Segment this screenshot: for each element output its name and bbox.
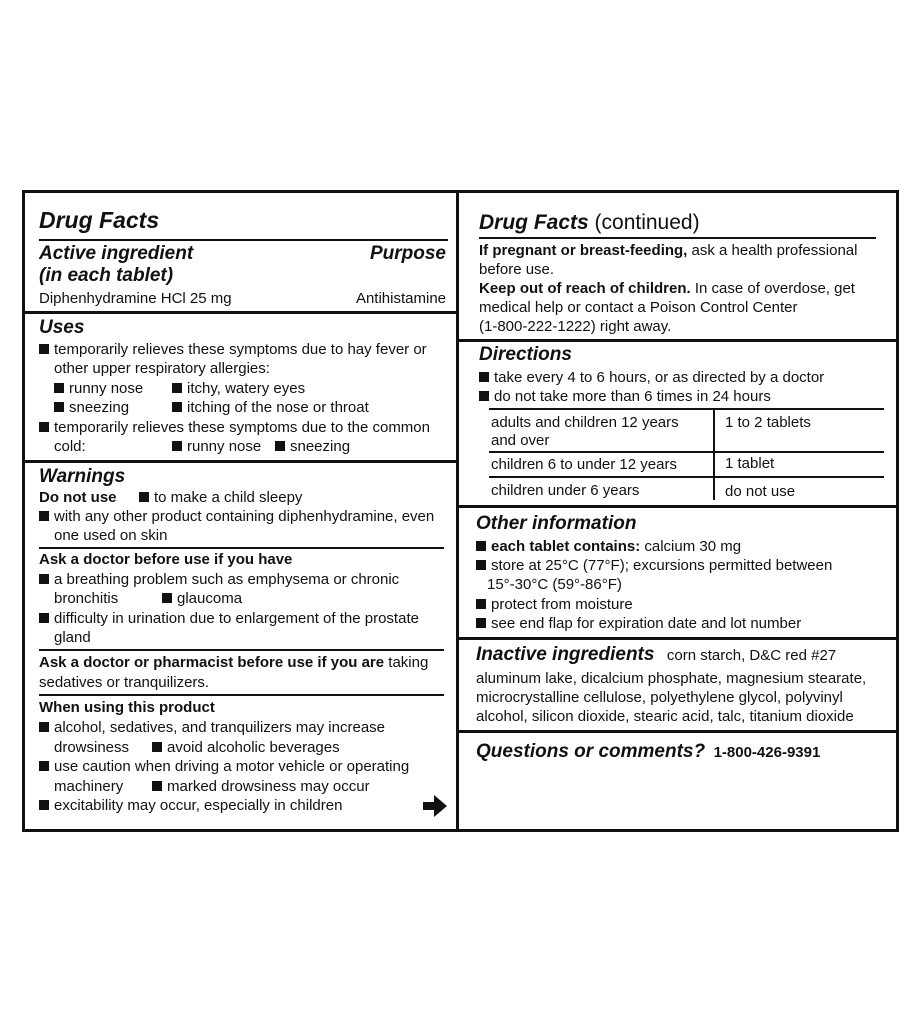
active-ingredient-sub: (in each tablet)	[39, 265, 174, 286]
table-cell-dose: do not use	[725, 483, 796, 500]
drug-facts-left-panel	[22, 190, 459, 832]
warnings-heading: Warnings	[39, 466, 126, 487]
bullet-icon	[476, 618, 486, 628]
uses-line: temporarily relieves these symptoms due to hay fever or	[39, 340, 427, 359]
warning-item: alcohol, sedatives, and tranquilizers may increase	[39, 718, 385, 737]
warning-item: bronchitis	[54, 590, 119, 607]
table-cell-who: children 6 to under 12 years	[491, 456, 677, 473]
symptom: sneezing	[275, 437, 350, 456]
inactive-ingredients-line: aluminum lake, dicalcium phosphate, magnesium stearate,	[476, 670, 867, 687]
ask-pharmacist-line: sedatives or tranquilizers.	[39, 674, 210, 691]
bullet-icon	[479, 372, 489, 382]
warning-item: to make a child sleepy	[139, 488, 302, 507]
pregnancy-line: before use.	[479, 261, 555, 278]
other-info-item: protect from moisture	[476, 595, 633, 614]
inactive-ingredients-line: alcohol, silicon dioxide, stearic acid, talc, titanium dioxide	[476, 708, 854, 725]
bullet-icon	[39, 800, 49, 810]
table-cell-who: and over	[491, 432, 550, 449]
warning-item: difficulty in urination due to enlargement of the prostate	[39, 609, 419, 628]
bullet-icon	[172, 441, 182, 451]
inactive-ingredients-heading: Inactive ingredients	[476, 644, 655, 665]
symptom: sneezing	[54, 398, 129, 417]
bullet-icon	[275, 441, 285, 451]
inactive-ingredients-line: microcrystalline cellulose, polyethylene glycol, polyvinyl	[476, 689, 843, 706]
bullet-icon	[39, 422, 49, 432]
do-not-use-label: Do not use	[39, 489, 117, 506]
uses-line: temporarily relieves these symptoms due to the common	[39, 418, 430, 437]
drug-facts-title: Drug Facts	[39, 207, 160, 233]
bullet-icon	[152, 781, 162, 791]
symptom: runny nose	[172, 437, 261, 456]
warning-item: gland	[54, 629, 91, 646]
direction-item: do not take more than 6 times in 24 hours	[479, 387, 771, 406]
bullet-icon	[54, 383, 64, 393]
uses-line: other upper respiratory allergies:	[54, 360, 270, 377]
bullet-icon	[39, 761, 49, 771]
bullet-icon	[476, 560, 486, 570]
bullet-icon	[152, 742, 162, 752]
questions-line	[476, 741, 820, 763]
table-rule	[489, 451, 884, 453]
bullet-icon	[172, 402, 182, 412]
divider	[479, 237, 876, 239]
table-column-rule	[713, 408, 715, 500]
pregnancy-line: If pregnant or breast-feeding, ask a health professional	[479, 242, 858, 259]
warning-item: excitability may occur, especially in children	[39, 796, 342, 815]
warning-item: one used on skin	[54, 527, 168, 544]
section-divider	[25, 460, 456, 463]
uses-line: cold:	[54, 438, 86, 455]
symptom: runny nose	[54, 379, 143, 398]
purpose-heading: Purpose	[369, 243, 446, 264]
other-info-item: see end flap for expiration date and lot number	[476, 614, 801, 633]
warning-item: a breathing problem such as emphysema or chronic	[39, 570, 399, 589]
directions-heading: Directions	[479, 344, 572, 365]
continue-arrow-icon	[423, 795, 447, 817]
bullet-icon	[476, 599, 486, 609]
keep-out-line: (1-800-222-1222) right away.	[479, 318, 672, 335]
divider	[39, 239, 448, 241]
ask-pharmacist-line: Ask a doctor or pharmacist before use if you are taking	[39, 654, 429, 671]
table-cell-dose: 1 to 2 tablets	[725, 414, 811, 431]
section-divider	[459, 637, 896, 640]
section-divider	[459, 730, 896, 733]
warning-item: marked drowsiness may occur	[152, 777, 370, 796]
other-info-item: each tablet contains: calcium 30 mg	[476, 537, 741, 556]
keep-out-line: medical help or contact a Poison Control Center	[479, 299, 798, 316]
bullet-icon	[479, 391, 489, 401]
bullet-icon	[39, 574, 49, 584]
purpose-text: Antihistamine	[355, 290, 446, 307]
table-cell-who: adults and children 12 years	[491, 414, 679, 431]
symptom: itchy, watery eyes	[172, 379, 305, 398]
divider	[39, 649, 444, 651]
warning-item: drowsiness	[54, 739, 130, 756]
ask-doctor-heading: Ask a doctor before use if you have	[39, 551, 293, 568]
direction-item: take every 4 to 6 hours, or as directed by a doctor	[479, 368, 824, 387]
table-cell-dose: 1 tablet	[725, 455, 775, 472]
questions-phone: 1-800-426-9391	[713, 744, 821, 761]
section-divider	[459, 339, 896, 342]
table-rule	[489, 476, 884, 478]
inactive-ingredients-line: Inactive ingredients corn starch, D&C red #27	[476, 644, 837, 665]
bullet-icon	[162, 593, 172, 603]
warning-item: glaucoma	[162, 589, 242, 608]
section-divider	[459, 505, 896, 508]
bullet-icon	[39, 722, 49, 732]
uses-heading: Uses	[39, 317, 85, 338]
table-rule	[489, 408, 884, 410]
keep-out-line: Keep out of reach of children. In case of overdose, get	[479, 280, 855, 297]
warning-item: avoid alcoholic beverages	[152, 738, 340, 757]
other-info-item: store at 25°C (77°F); excursions permitted between	[476, 556, 832, 575]
other-info-item: 15°-30°C (59°-86°F)	[487, 576, 622, 593]
bullet-icon	[172, 383, 182, 393]
ingredient-text: Diphenhydramine HCl 25 mg	[39, 290, 232, 307]
symptom: itching of the nose or throat	[172, 398, 369, 417]
warning-item: use caution when driving a motor vehicle or operating	[39, 757, 409, 776]
bullet-icon	[54, 402, 64, 412]
questions-heading: Questions or comments?	[476, 741, 706, 762]
table-cell-who: children under 6 years	[491, 482, 640, 499]
warning-item: with any other product containing diphenhydramine, even	[39, 507, 434, 526]
divider	[39, 694, 444, 696]
bullet-icon	[39, 344, 49, 354]
warning-item: machinery	[54, 778, 124, 795]
drug-facts-continued-title: Drug Facts (continued)	[479, 211, 700, 234]
bullet-icon	[139, 492, 149, 502]
active-ingredient-heading: Active ingredient	[39, 243, 194, 264]
bullet-icon	[39, 511, 49, 521]
section-divider	[25, 311, 456, 314]
bullet-icon	[476, 541, 486, 551]
bullet-icon	[39, 613, 49, 623]
when-using-heading: When using this product	[39, 699, 215, 716]
divider	[39, 547, 444, 549]
drug-facts-right-panel	[456, 190, 899, 832]
other-info-heading: Other information	[476, 513, 637, 534]
